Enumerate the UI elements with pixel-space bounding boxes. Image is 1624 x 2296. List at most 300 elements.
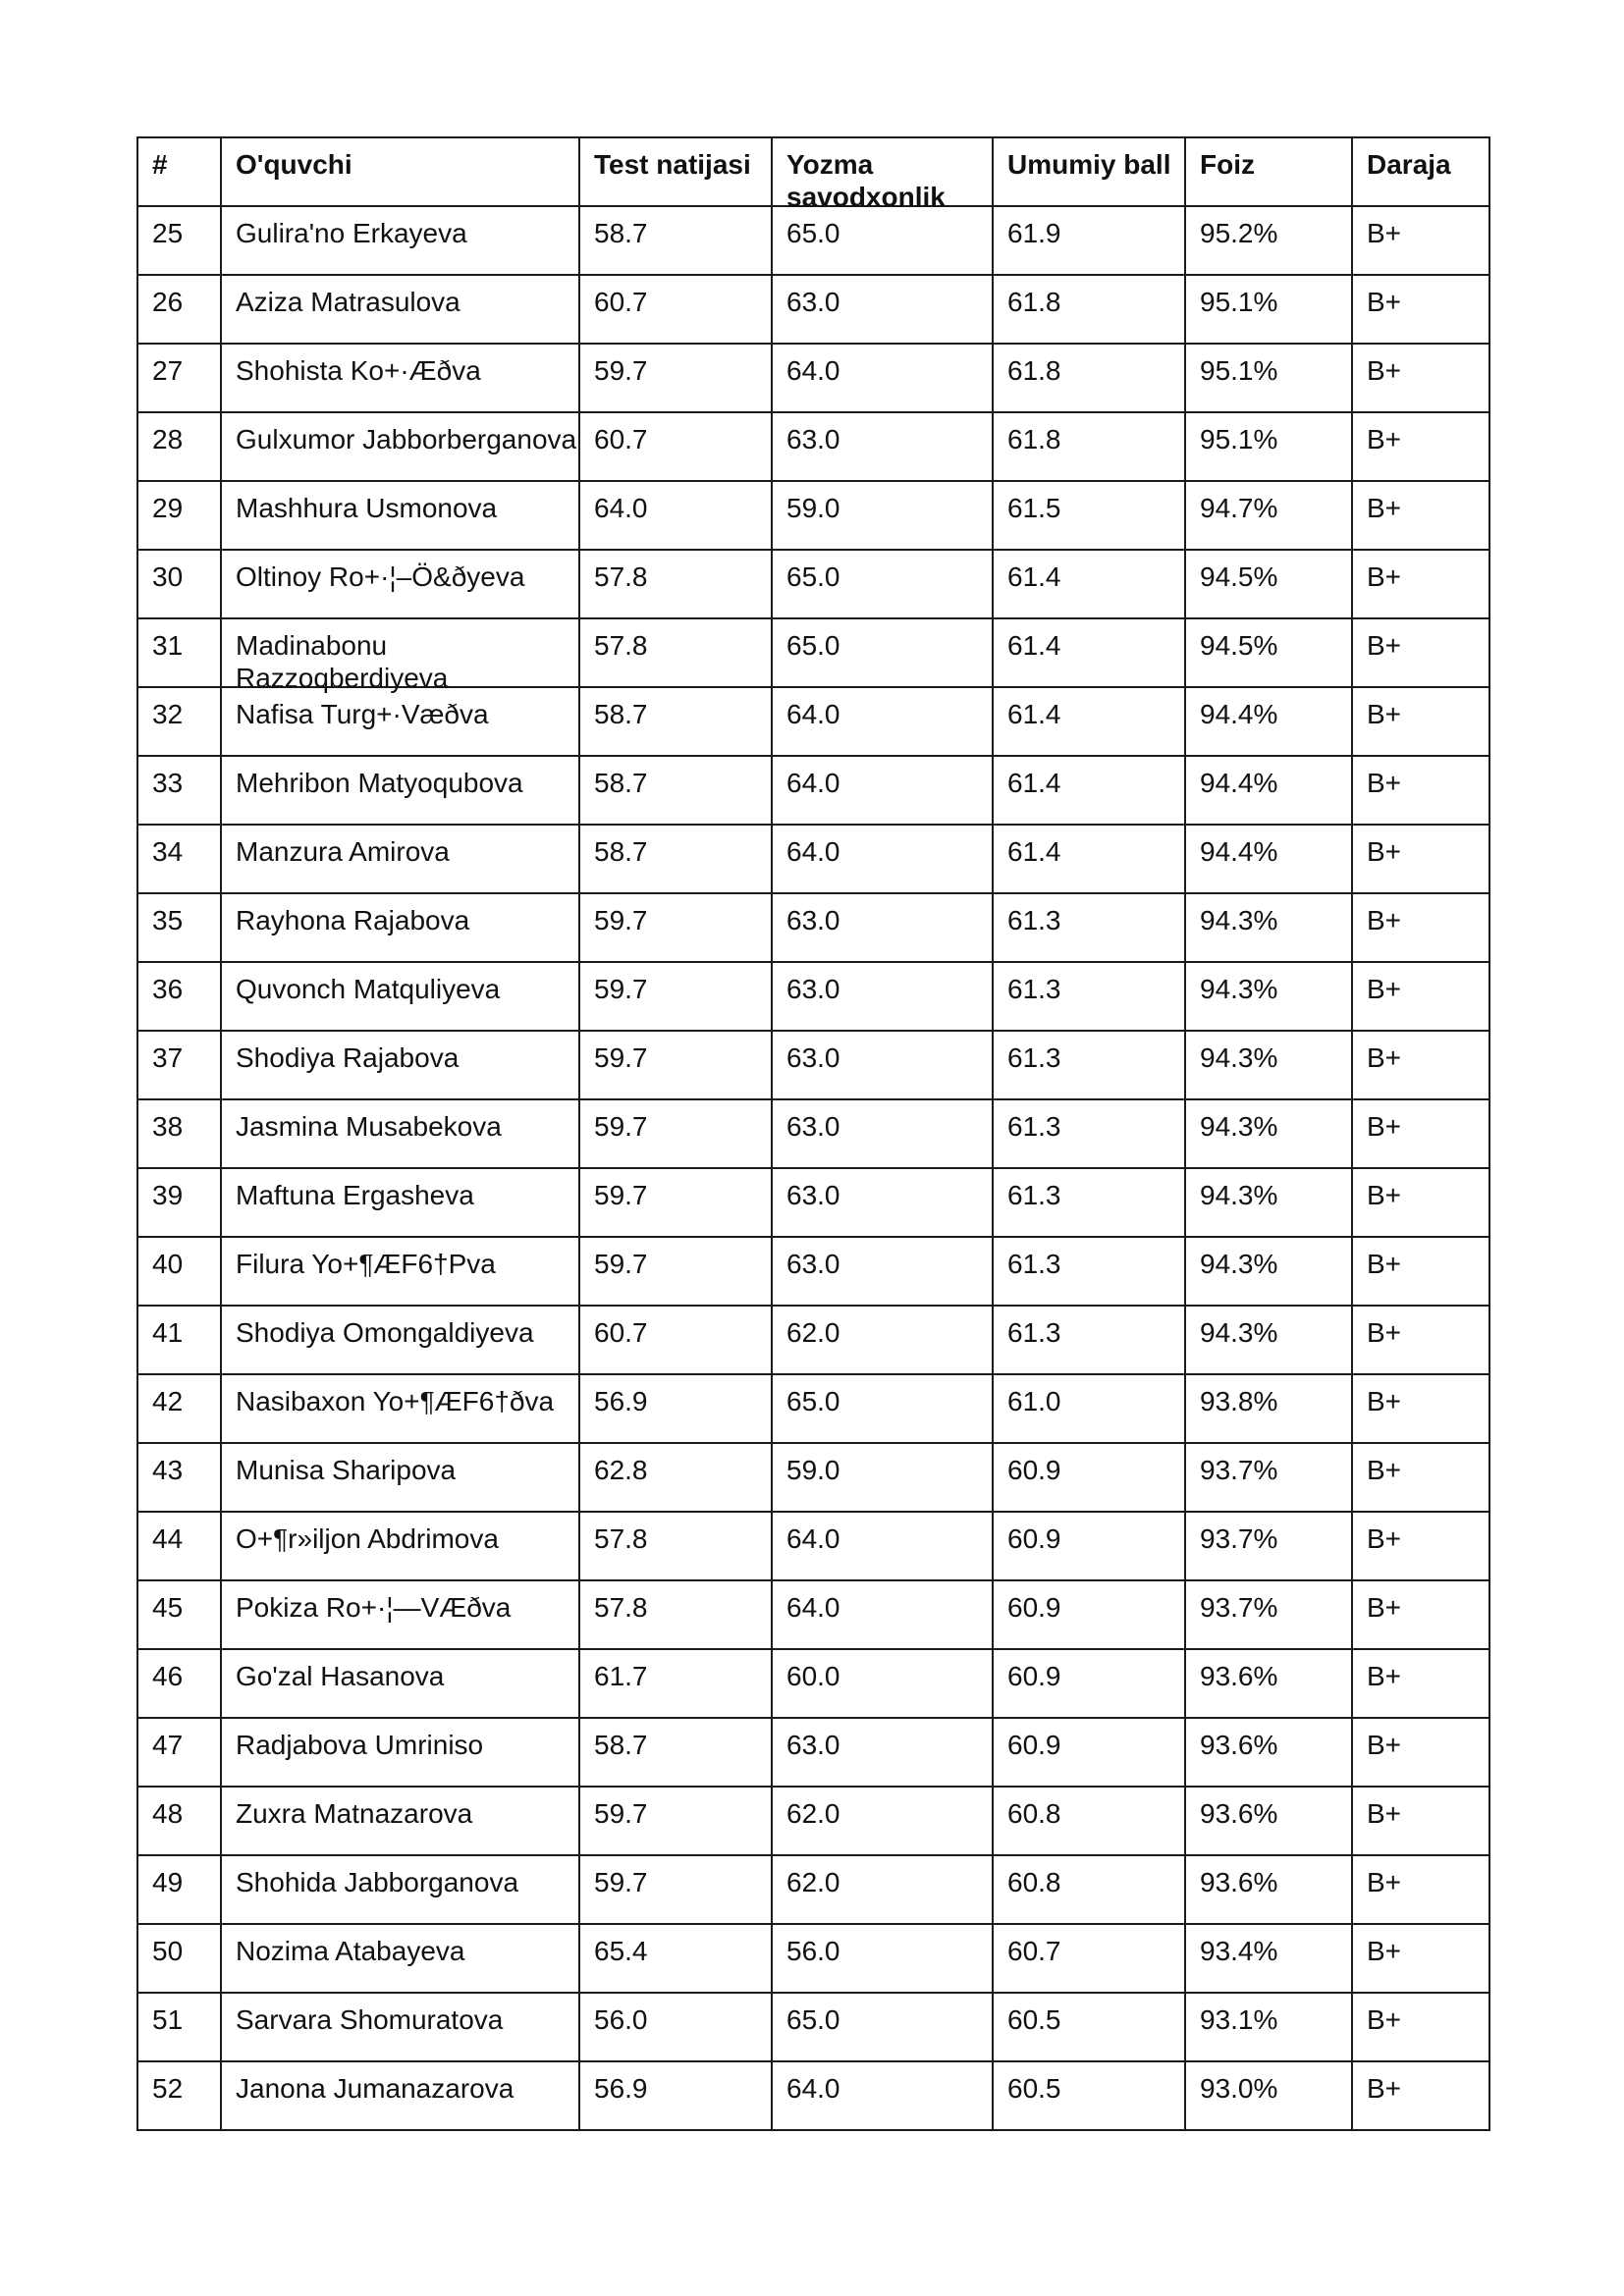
cell-written-literacy-text: 63.0 (786, 1111, 840, 1142)
cell-test-result-text: 61.7 (594, 1661, 648, 1691)
cell-student-name-text: Nafisa Turg+·Væðva (236, 699, 489, 729)
cell-percent (1185, 481, 1352, 550)
cell-grade-text: B+ (1367, 2073, 1402, 2104)
cell-written-literacy-text: 65.0 (786, 218, 840, 248)
cell-student-name (221, 1787, 579, 1855)
cell-number (137, 206, 221, 275)
cell-grade-text: B+ (1367, 905, 1402, 935)
cell-number (137, 1099, 221, 1168)
cell-test-result-text: 62.8 (594, 1455, 648, 1485)
cell-student-name-text: Pokiza Ro+·¦—VÆðva (236, 1592, 512, 1623)
cell-written-literacy-text: 59.0 (786, 1455, 840, 1485)
cell-test-result-text: 65.4 (594, 1936, 648, 1966)
cell-number-text: 28 (152, 424, 184, 454)
cell-test-result-text: 58.7 (594, 836, 648, 867)
cell-written-literacy (772, 412, 993, 481)
cell-percent (1185, 275, 1352, 344)
cell-test-result (579, 1924, 772, 1993)
cell-percent (1185, 1718, 1352, 1787)
cell-test-result (579, 756, 772, 825)
cell-written-literacy (772, 550, 993, 618)
cell-test-result (579, 275, 772, 344)
table-row (137, 1099, 1489, 1168)
table-row (137, 1993, 1489, 2061)
cell-grade-text: B+ (1367, 974, 1402, 1004)
cell-test-result-text: 58.7 (594, 768, 648, 798)
cell-student-name (221, 344, 579, 412)
cell-number-text: 31 (152, 630, 184, 661)
cell-test-result-text: 59.7 (594, 1042, 648, 1073)
table-row (137, 1649, 1489, 1718)
cell-test-result-text: 59.7 (594, 1867, 648, 1897)
cell-total-score-text: 61.8 (1007, 424, 1061, 454)
cell-written-literacy-text: 56.0 (786, 1936, 840, 1966)
cell-grade (1352, 1099, 1489, 1168)
cell-student-name (221, 1099, 579, 1168)
cell-student-name-text: Oltinoy Ro+·¦–Ö&ðyeva (236, 561, 525, 592)
cell-number (137, 481, 221, 550)
cell-total-score (993, 1924, 1185, 1993)
cell-grade (1352, 1580, 1489, 1649)
cell-percent (1185, 1168, 1352, 1237)
cell-test-result-text: 60.7 (594, 1317, 648, 1348)
cell-grade (1352, 206, 1489, 275)
cell-test-result (579, 481, 772, 550)
cell-student-name-text: Mehribon Matyoqubova (236, 768, 523, 798)
cell-total-score-text: 61.3 (1007, 1317, 1061, 1348)
table-row (137, 1787, 1489, 1855)
cell-grade-text: B+ (1367, 1317, 1402, 1348)
cell-grade (1352, 344, 1489, 412)
cell-total-score (993, 687, 1185, 756)
cell-number (137, 2061, 221, 2130)
cell-number-text: 51 (152, 2004, 184, 2035)
cell-test-result (579, 1374, 772, 1443)
cell-grade (1352, 1512, 1489, 1580)
cell-written-literacy (772, 1374, 993, 1443)
cell-number (137, 1237, 221, 1306)
cell-number-text: 36 (152, 974, 184, 1004)
cell-percent (1185, 825, 1352, 893)
cell-test-result-text: 59.7 (594, 1798, 648, 1829)
table-row (137, 756, 1489, 825)
cell-percent-text: 93.7% (1200, 1523, 1278, 1554)
cell-test-result (579, 1099, 772, 1168)
cell-test-result (579, 1649, 772, 1718)
cell-student-name (221, 1306, 579, 1374)
cell-written-literacy (772, 1306, 993, 1374)
cell-student-name (221, 1237, 579, 1306)
cell-number-text: 50 (152, 1936, 184, 1966)
cell-written-literacy (772, 275, 993, 344)
cell-total-score (993, 618, 1185, 687)
cell-test-result (579, 1855, 772, 1924)
cell-percent-text: 93.7% (1200, 1592, 1278, 1623)
table-row (137, 1580, 1489, 1649)
table-header-row (137, 137, 1489, 206)
cell-percent (1185, 1855, 1352, 1924)
cell-number (137, 1306, 221, 1374)
cell-percent-text: 93.6% (1200, 1730, 1278, 1760)
cell-grade (1352, 412, 1489, 481)
cell-grade-text: B+ (1367, 1249, 1402, 1279)
cell-percent-text: 94.3% (1200, 1317, 1278, 1348)
cell-number (137, 275, 221, 344)
cell-total-score-text: 61.3 (1007, 974, 1061, 1004)
cell-percent-text: 93.4% (1200, 1936, 1278, 1966)
cell-written-literacy (772, 1787, 993, 1855)
cell-test-result (579, 893, 772, 962)
cell-written-literacy (772, 1512, 993, 1580)
cell-student-name (221, 275, 579, 344)
cell-student-name-text: Nozima Atabayeva (236, 1936, 465, 1966)
cell-written-literacy-text: 63.0 (786, 1180, 840, 1210)
cell-student-name (221, 1580, 579, 1649)
cell-student-name (221, 1031, 579, 1099)
cell-written-literacy-text: 65.0 (786, 2004, 840, 2035)
cell-percent (1185, 1099, 1352, 1168)
cell-number (137, 1580, 221, 1649)
cell-percent (1185, 1649, 1352, 1718)
cell-student-name-text: Shodiya Rajabova (236, 1042, 460, 1073)
cell-number (137, 1443, 221, 1512)
cell-total-score-text: 61.9 (1007, 218, 1061, 248)
cell-test-result-text: 59.7 (594, 1180, 648, 1210)
cell-percent (1185, 1580, 1352, 1649)
cell-percent-text: 94.3% (1200, 905, 1278, 935)
cell-written-literacy-text: 64.0 (786, 836, 840, 867)
cell-student-name (221, 206, 579, 275)
cell-grade-text: B+ (1367, 1386, 1402, 1416)
cell-grade-text: B+ (1367, 768, 1402, 798)
cell-number-text: 42 (152, 1386, 184, 1416)
cell-number-text: 30 (152, 561, 184, 592)
table-row (137, 962, 1489, 1031)
cell-percent-text: 95.1% (1200, 287, 1278, 317)
cell-student-name (221, 687, 579, 756)
cell-percent (1185, 893, 1352, 962)
cell-student-name-text: Sarvara Shomuratova (236, 2004, 504, 2035)
cell-total-score (993, 481, 1185, 550)
cell-total-score (993, 1787, 1185, 1855)
table-row (137, 1512, 1489, 1580)
cell-test-result (579, 1031, 772, 1099)
cell-grade (1352, 962, 1489, 1031)
cell-number-text: 43 (152, 1455, 184, 1485)
cell-number-text: 45 (152, 1592, 184, 1623)
cell-percent (1185, 618, 1352, 687)
cell-student-name-text: Shohida Jabborganova (236, 1867, 519, 1897)
cell-grade (1352, 687, 1489, 756)
header-grade: Daraja (1352, 137, 1489, 206)
cell-grade-text: B+ (1367, 1592, 1402, 1623)
cell-student-name-text: Maftuna Ergasheva (236, 1180, 474, 1210)
cell-written-literacy-text: 64.0 (786, 355, 840, 386)
cell-written-literacy-text: 59.0 (786, 493, 840, 523)
table-row (137, 481, 1489, 550)
cell-written-literacy (772, 1443, 993, 1512)
cell-total-score (993, 1443, 1185, 1512)
cell-number (137, 1374, 221, 1443)
cell-total-score-text: 61.4 (1007, 561, 1061, 592)
cell-student-name (221, 1649, 579, 1718)
cell-number (137, 1855, 221, 1924)
cell-grade (1352, 1374, 1489, 1443)
cell-grade (1352, 1031, 1489, 1099)
cell-student-name (221, 1512, 579, 1580)
cell-test-result (579, 962, 772, 1031)
cell-number (137, 893, 221, 962)
cell-percent-text: 94.3% (1200, 1111, 1278, 1142)
cell-percent-text: 94.3% (1200, 1180, 1278, 1210)
cell-number (137, 1993, 221, 2061)
cell-number (137, 1924, 221, 1993)
cell-number-text: 25 (152, 218, 184, 248)
cell-number (137, 1168, 221, 1237)
cell-written-literacy-text: 64.0 (786, 1592, 840, 1623)
cell-test-result-text: 57.8 (594, 1523, 648, 1554)
cell-grade (1352, 756, 1489, 825)
cell-written-literacy (772, 618, 993, 687)
cell-number (137, 550, 221, 618)
cell-grade-text: B+ (1367, 1867, 1402, 1897)
cell-number-text: 34 (152, 836, 184, 867)
cell-written-literacy (772, 2061, 993, 2130)
cell-test-result-text: 57.8 (594, 561, 648, 592)
cell-total-score-text: 61.3 (1007, 905, 1061, 935)
cell-number-text: 46 (152, 1661, 184, 1691)
cell-percent-text: 93.7% (1200, 1455, 1278, 1485)
cell-total-score (993, 1855, 1185, 1924)
cell-number (137, 1031, 221, 1099)
cell-written-literacy (772, 1993, 993, 2061)
cell-number (137, 756, 221, 825)
cell-written-literacy-text: 65.0 (786, 561, 840, 592)
cell-total-score (993, 1168, 1185, 1237)
cell-student-name (221, 756, 579, 825)
cell-percent (1185, 1031, 1352, 1099)
cell-student-name-text: Aziza Matrasulova (236, 287, 460, 317)
cell-number (137, 1649, 221, 1718)
cell-student-name (221, 893, 579, 962)
cell-grade-text: B+ (1367, 1180, 1402, 1210)
header-total-score: Umumiy ball (993, 137, 1185, 206)
cell-grade-text: B+ (1367, 1798, 1402, 1829)
cell-total-score-text: 60.9 (1007, 1523, 1061, 1554)
cell-total-score (993, 962, 1185, 1031)
cell-grade (1352, 1649, 1489, 1718)
cell-total-score (993, 1306, 1185, 1374)
cell-grade-text: B+ (1367, 1042, 1402, 1073)
cell-percent (1185, 1237, 1352, 1306)
cell-total-score-text: 61.4 (1007, 836, 1061, 867)
cell-number (137, 412, 221, 481)
cell-percent-text: 93.8% (1200, 1386, 1278, 1416)
cell-number-text: 39 (152, 1180, 184, 1210)
cell-student-name-text: Manzura Amirova (236, 836, 450, 867)
cell-test-result-text: 60.7 (594, 287, 648, 317)
cell-student-name (221, 550, 579, 618)
cell-test-result (579, 825, 772, 893)
cell-written-literacy (772, 1855, 993, 1924)
cell-student-name-text: Zuxra Matnazarova (236, 1798, 473, 1829)
table-row (137, 1306, 1489, 1374)
cell-written-literacy-text: 62.0 (786, 1798, 840, 1829)
cell-test-result-text: 59.7 (594, 1111, 648, 1142)
cell-student-name-text: Gulxumor Jabborberganova (236, 424, 577, 454)
cell-student-name (221, 412, 579, 481)
table-row (137, 1237, 1489, 1306)
cell-number (137, 344, 221, 412)
cell-student-name (221, 1924, 579, 1993)
cell-test-result-text: 58.7 (594, 1730, 648, 1760)
cell-written-literacy (772, 206, 993, 275)
cell-percent (1185, 2061, 1352, 2130)
cell-test-result (579, 206, 772, 275)
cell-percent-text: 94.4% (1200, 768, 1278, 798)
table-row (137, 825, 1489, 893)
cell-written-literacy (772, 687, 993, 756)
cell-test-result-text: 56.9 (594, 1386, 648, 1416)
cell-written-literacy-text: 60.0 (786, 1661, 840, 1691)
cell-grade (1352, 1855, 1489, 1924)
cell-total-score-text: 61.0 (1007, 1386, 1061, 1416)
cell-student-name-text: Shodiya Omongaldiyeva (236, 1317, 534, 1348)
cell-student-name (221, 2061, 579, 2130)
cell-written-literacy (772, 1718, 993, 1787)
table-row (137, 2061, 1489, 2130)
cell-percent-text: 93.6% (1200, 1798, 1278, 1829)
cell-grade-text: B+ (1367, 1111, 1402, 1142)
cell-total-score (993, 1099, 1185, 1168)
cell-student-name (221, 1855, 579, 1924)
cell-test-result-text: 56.0 (594, 2004, 648, 2035)
cell-percent-text: 94.5% (1200, 630, 1278, 661)
cell-student-name-text: Filura Yo+¶ÆF6†Pva (236, 1249, 496, 1279)
cell-written-literacy-text: 63.0 (786, 974, 840, 1004)
cell-written-literacy-text: 65.0 (786, 1386, 840, 1416)
cell-percent-text: 95.2% (1200, 218, 1278, 248)
cell-grade (1352, 1237, 1489, 1306)
cell-number-text: 33 (152, 768, 184, 798)
cell-written-literacy-text: 64.0 (786, 768, 840, 798)
cell-percent (1185, 1993, 1352, 2061)
cell-student-name (221, 1993, 579, 2061)
cell-number-text: 41 (152, 1317, 184, 1348)
cell-percent-text: 94.5% (1200, 561, 1278, 592)
cell-total-score (993, 1374, 1185, 1443)
cell-total-score-text: 61.3 (1007, 1180, 1061, 1210)
cell-student-name-text: Madinabonu Razzoqberdiyeva (236, 630, 449, 693)
cell-percent-text: 94.3% (1200, 1249, 1278, 1279)
cell-percent-text: 95.1% (1200, 355, 1278, 386)
cell-test-result-text: 59.7 (594, 974, 648, 1004)
cell-student-name (221, 1168, 579, 1237)
cell-percent (1185, 1374, 1352, 1443)
cell-grade-text: B+ (1367, 493, 1402, 523)
cell-test-result-text: 56.9 (594, 2073, 648, 2104)
cell-percent-text: 93.6% (1200, 1661, 1278, 1691)
cell-student-name (221, 1443, 579, 1512)
cell-test-result (579, 550, 772, 618)
header-written-literacy: Yozma savodxonlik (772, 137, 993, 206)
table-row (137, 1855, 1489, 1924)
cell-number-text: 47 (152, 1730, 184, 1760)
cell-percent (1185, 1787, 1352, 1855)
cell-total-score-text: 61.3 (1007, 1249, 1061, 1279)
cell-grade (1352, 2061, 1489, 2130)
cell-student-name (221, 1718, 579, 1787)
cell-percent-text: 94.3% (1200, 974, 1278, 1004)
cell-number-text: 32 (152, 699, 184, 729)
cell-percent-text: 93.1% (1200, 2004, 1278, 2035)
cell-grade (1352, 550, 1489, 618)
cell-written-literacy-text: 63.0 (786, 905, 840, 935)
cell-grade-text: B+ (1367, 1523, 1402, 1554)
cell-total-score (993, 1512, 1185, 1580)
cell-test-result (579, 1306, 772, 1374)
cell-percent (1185, 962, 1352, 1031)
cell-student-name-text: Nasibaxon Yo+¶ÆF6†ðva (236, 1386, 555, 1416)
cell-number (137, 962, 221, 1031)
cell-number-text: 29 (152, 493, 184, 523)
cell-total-score-text: 60.5 (1007, 2073, 1061, 2104)
cell-percent (1185, 756, 1352, 825)
cell-test-result (579, 1580, 772, 1649)
header-student: O'quvchi (221, 137, 579, 206)
cell-total-score-text: 61.3 (1007, 1042, 1061, 1073)
table-row (137, 275, 1489, 344)
cell-total-score (993, 2061, 1185, 2130)
cell-percent (1185, 1512, 1352, 1580)
cell-total-score (993, 1031, 1185, 1099)
cell-grade-text: B+ (1367, 1455, 1402, 1485)
results-table (136, 136, 1490, 2131)
cell-percent (1185, 550, 1352, 618)
cell-total-score (993, 893, 1185, 962)
cell-percent (1185, 1924, 1352, 1993)
table-row (137, 1168, 1489, 1237)
cell-written-literacy (772, 1580, 993, 1649)
cell-written-literacy (772, 1031, 993, 1099)
cell-student-name-text: Jasmina Musabekova (236, 1111, 502, 1142)
cell-written-literacy-text: 63.0 (786, 424, 840, 454)
header-percent: Foiz (1185, 137, 1352, 206)
cell-total-score-text: 60.8 (1007, 1867, 1061, 1897)
cell-test-result (579, 1787, 772, 1855)
cell-number (137, 825, 221, 893)
cell-total-score (993, 1580, 1185, 1649)
cell-percent (1185, 1306, 1352, 1374)
cell-student-name-text: Radjabova Umriniso (236, 1730, 484, 1760)
cell-percent (1185, 344, 1352, 412)
cell-test-result-text: 64.0 (594, 493, 648, 523)
cell-number-text: 40 (152, 1249, 184, 1279)
table-row (137, 687, 1489, 756)
cell-number-text: 38 (152, 1111, 184, 1142)
cell-grade (1352, 618, 1489, 687)
cell-student-name-text: Quvonch Matquliyeva (236, 974, 501, 1004)
cell-total-score (993, 275, 1185, 344)
table-row (137, 893, 1489, 962)
cell-written-literacy-text: 63.0 (786, 1730, 840, 1760)
cell-written-literacy-text: 64.0 (786, 2073, 840, 2104)
table-row (137, 206, 1489, 275)
cell-total-score-text: 60.9 (1007, 1455, 1061, 1485)
cell-test-result (579, 412, 772, 481)
cell-student-name (221, 618, 579, 693)
cell-total-score (993, 344, 1185, 412)
